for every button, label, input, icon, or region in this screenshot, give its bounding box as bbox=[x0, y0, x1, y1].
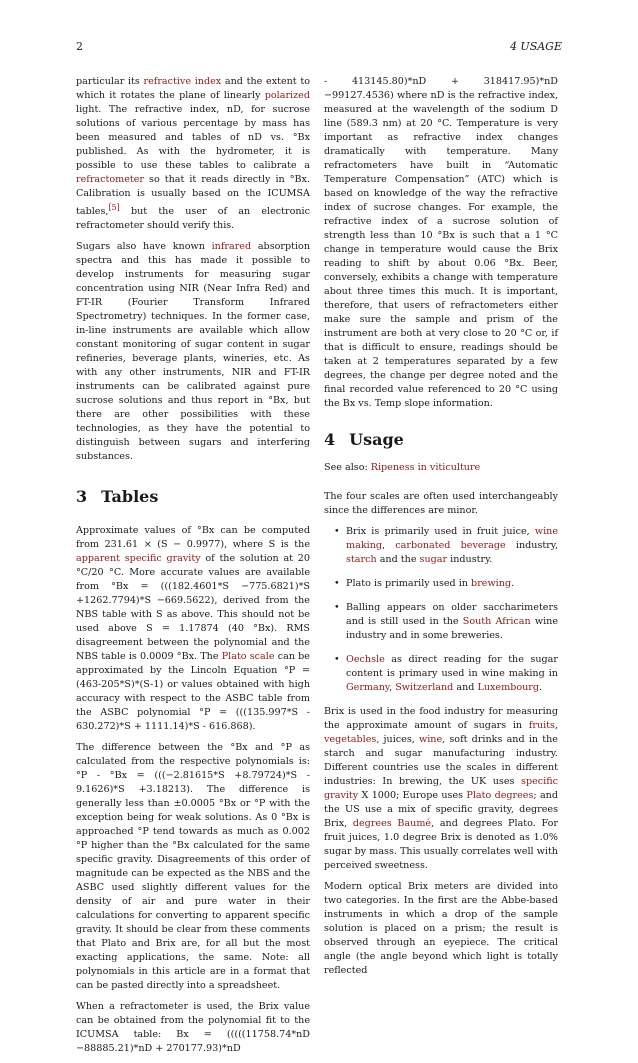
text-run: industry, bbox=[505, 540, 558, 551]
list-item bbox=[346, 653, 558, 695]
list-item bbox=[346, 577, 558, 591]
text-run: Plato is primarily used in bbox=[346, 578, 472, 589]
usage-list bbox=[324, 525, 558, 695]
text-run: ; and the US use a mix of specific gravity, degrees Brix, bbox=[324, 790, 559, 829]
inline-link[interactable]: Ripeness in viticulture bbox=[370, 462, 481, 473]
inline-link[interactable]: carbonated beverage bbox=[395, 540, 506, 551]
text-run: of the solution at 20 °C/20 °C. More accurate values are available from °Bx = (((182.4601*S −775.6821)*S +1262.7794)*S −669.5622), derived from the NBS table with S as above. This should not be used above S = 1.17874 (40 °Bx). RMS disagreement between the polynomial and the NBS table is 0.0009 °Bx. The bbox=[76, 553, 310, 663]
paragraph bbox=[324, 75, 558, 411]
text-run: . bbox=[539, 682, 543, 693]
inline-link[interactable]: Plato scale bbox=[221, 651, 275, 663]
text-run: as direct reading for the sugar content is primary used in wine making in bbox=[346, 654, 558, 679]
inline-link[interactable]: Luxembourg bbox=[477, 682, 540, 693]
inline-link[interactable]: refractive index bbox=[143, 76, 222, 87]
inline-link[interactable]: fruits bbox=[528, 720, 555, 731]
text-run: , soft drinks and in the starch and sugar manufacturing industry. Different countries use the scales in different industries: In brewing, the UK uses bbox=[324, 734, 558, 787]
text-run: Brix is used in the food industry for measuring the approximate amount of sugars in bbox=[324, 706, 558, 731]
left-column bbox=[76, 75, 310, 1063]
text-run: Balling appears on older saccharimeters and is still used in the bbox=[346, 602, 558, 627]
text-run: and the bbox=[376, 554, 420, 565]
text-run: light. The refractive index, nD, for sucrose solutions of various percentage by mass has been measured and tables of nD vs. °Bx published. As with the hydrometer, it is possible to use these tables to calibrate a bbox=[76, 104, 310, 171]
section-heading bbox=[324, 430, 558, 449]
citation[interactable]: [5] bbox=[108, 203, 120, 212]
text-run: See also: bbox=[324, 462, 371, 473]
text-run: , bbox=[382, 540, 396, 551]
inline-link[interactable]: degrees Baumé bbox=[352, 818, 432, 829]
text-run: but the user of an electronic refractometer should verify this. bbox=[76, 206, 310, 232]
text-run: wine industry and in some breweries. bbox=[346, 616, 558, 641]
text-run: . bbox=[511, 578, 515, 589]
inline-link[interactable]: brewing bbox=[471, 578, 512, 589]
paragraph bbox=[324, 880, 558, 978]
list-item bbox=[346, 601, 558, 643]
running-header: 4 USAGE bbox=[509, 40, 562, 53]
text-run: can be approximated by the Lincoln Equation °P = (463-205*S)*(S-1) or values obtained with high accuracy with respect to the ASBC table from the ASBC polynomial °P = (((135.997*S - 630.272)*S + 1111.14)*S - 616.868). bbox=[76, 651, 310, 733]
inline-link[interactable]: refractometer bbox=[76, 174, 145, 185]
inline-link[interactable]: starch bbox=[346, 554, 377, 565]
text-run: , bbox=[554, 720, 558, 731]
section-number: 3 bbox=[76, 487, 88, 507]
text-run: Sugars also have known bbox=[76, 241, 212, 253]
right-column bbox=[324, 75, 558, 985]
text-run: and bbox=[453, 682, 478, 693]
inline-link[interactable]: vegetables bbox=[324, 734, 377, 745]
inline-link[interactable]: specific gravity bbox=[324, 776, 558, 801]
text-run: - 413145.80)*nD + 318417.95)*nD −99127.4536) where nD is the refractive index, measured at the wavelength of the sodium D line (589.3 nm) at 20 °C. Temperature is very important as refractive index changes dramatically with temperature. Many refractometers have built in “Automatic Temperature Compensation” (ATC) which is based on knowledge of the way the refractive index of sucrose changes. For example, the refractive index of a sucrose solution of strength less than 10 °Bx is such that a 1 °C change in temperature would cause the Brix reading to shift by about 0.06 °Bx. Beer, conversely, exhibits a change with temperature about three times this much. It is important, therefore, that users of refractometers either make sure the sample and prism of the instrument are both at very close to 20 °C or, if that is difficult to ensure, readings should be taken at 2 temperatures separated by a few degrees, the change per degree noted and the final recorded value referenced to 20 °C using the Bx vs. Temp slope information. bbox=[324, 76, 558, 409]
text-run: When a refractometer is used, the Brix value can be obtained from the polynomial fit to the ICUMSA table: Bx = (((((11758.74*nD −88885.21)*nD + 270177.93)*nD bbox=[76, 1001, 310, 1055]
text-run: Approximate values of °Bx can be computed from 231.61 × (S − 0.9977), where S is the bbox=[76, 525, 310, 551]
text-run: particular its bbox=[76, 76, 144, 87]
text-run: X 1000; Europe uses bbox=[358, 790, 467, 801]
text-run: The difference between the °Bx and °P as calculated from the respective polynomials is: °P - °Bx = (((−2.81615*S +8.79724)*S - 9.1626)*S +3.18213). The difference is generally less than ±0.0005 °Bx or °P with the exception being for weak solutions. As 0 °Bx is approached °P tend towards as much as 0.002 °P higher than the °Bx calculated for the same specific gravity. Disagreements of this order of magnitude can be expected as the NBS and the ASBC used slightly different values for the density of air and pure water in their calculations for converting to apparent specific gravity. It should be clear from these comments that Plato and Brix are, for all but the most exacting applications, the same. Note: all polynomials in this article are in a format that can be pasted directly into a spreadsheet. bbox=[76, 742, 310, 992]
inline-link[interactable]: infrared bbox=[211, 241, 252, 253]
text-run: and the extent to which it rotates the plane of linearly bbox=[76, 76, 310, 101]
inline-link[interactable]: South African bbox=[462, 616, 531, 627]
list-item bbox=[346, 525, 558, 567]
see-also bbox=[324, 461, 558, 475]
paragraph bbox=[76, 75, 310, 233]
paragraph bbox=[76, 741, 310, 993]
section-title: Tables bbox=[101, 487, 159, 507]
text-run: Modern optical Brix meters are divided into two categories. In the first are the Abbe-based instruments in which a drop of the sample solution is placed on a prism; the result is observed through an eyepiece. The critical angle (the angle beyond which light is totally reflected bbox=[324, 881, 558, 976]
text-run: , juices, bbox=[376, 734, 419, 745]
inline-link[interactable]: sugar bbox=[419, 554, 448, 565]
paragraph bbox=[76, 240, 310, 464]
text-run: industry. bbox=[447, 554, 493, 565]
inline-link[interactable]: Oechsle bbox=[346, 654, 385, 665]
inline-link[interactable]: polarized bbox=[264, 90, 310, 101]
paragraph bbox=[324, 705, 558, 873]
inline-link[interactable]: apparent specific gravity bbox=[76, 553, 201, 565]
section-number: 4 bbox=[324, 430, 336, 449]
page-number: 2 bbox=[76, 40, 83, 53]
inline-link[interactable]: wine bbox=[419, 734, 443, 745]
text-run: Brix is primarily used in fruit juice, bbox=[346, 526, 535, 537]
paragraph bbox=[76, 1000, 310, 1056]
text-run: , and degrees Plato. For fruit juices, 1.0 degree Brix is denoted as 1.0% sugar by mass. This usually correlates well with perceived sweetness. bbox=[324, 818, 558, 871]
text-run: absorption spectra and this has made it possible to develop instruments for measuring sugar concentration using NIR (Near Infra Red) and FT-IR (Fourier Transform Infrared Spectrometry) techniques. In the former case, in-line instruments are available which allow constant monitoring of sugar content in sugar refineries, beverage plants, wineries, etc. As with any other instruments, NIR and FT-IR instruments can be calibrated against pure sucrose solutions and thus report in °Bx, but there are other possibilities with these technologies, as they have the potential to distinguish between sugars and interfering substances. bbox=[76, 241, 311, 463]
text-run: so that it reads directly in °Bx. Calibration is usually based on the ICUMSA tables, bbox=[76, 174, 310, 218]
text-run: , bbox=[389, 682, 396, 693]
paragraph bbox=[76, 524, 310, 734]
text-run: The four scales are often used interchangeably since the differences are minor. bbox=[324, 491, 558, 516]
inline-link[interactable]: Switzerland bbox=[395, 682, 454, 693]
section-heading bbox=[76, 487, 310, 507]
inline-link[interactable]: wine making bbox=[346, 526, 558, 551]
inline-link[interactable]: Germany bbox=[346, 682, 390, 693]
paragraph bbox=[324, 490, 558, 518]
section-title: Usage bbox=[349, 430, 404, 449]
inline-link[interactable]: Plato degrees bbox=[466, 790, 534, 801]
